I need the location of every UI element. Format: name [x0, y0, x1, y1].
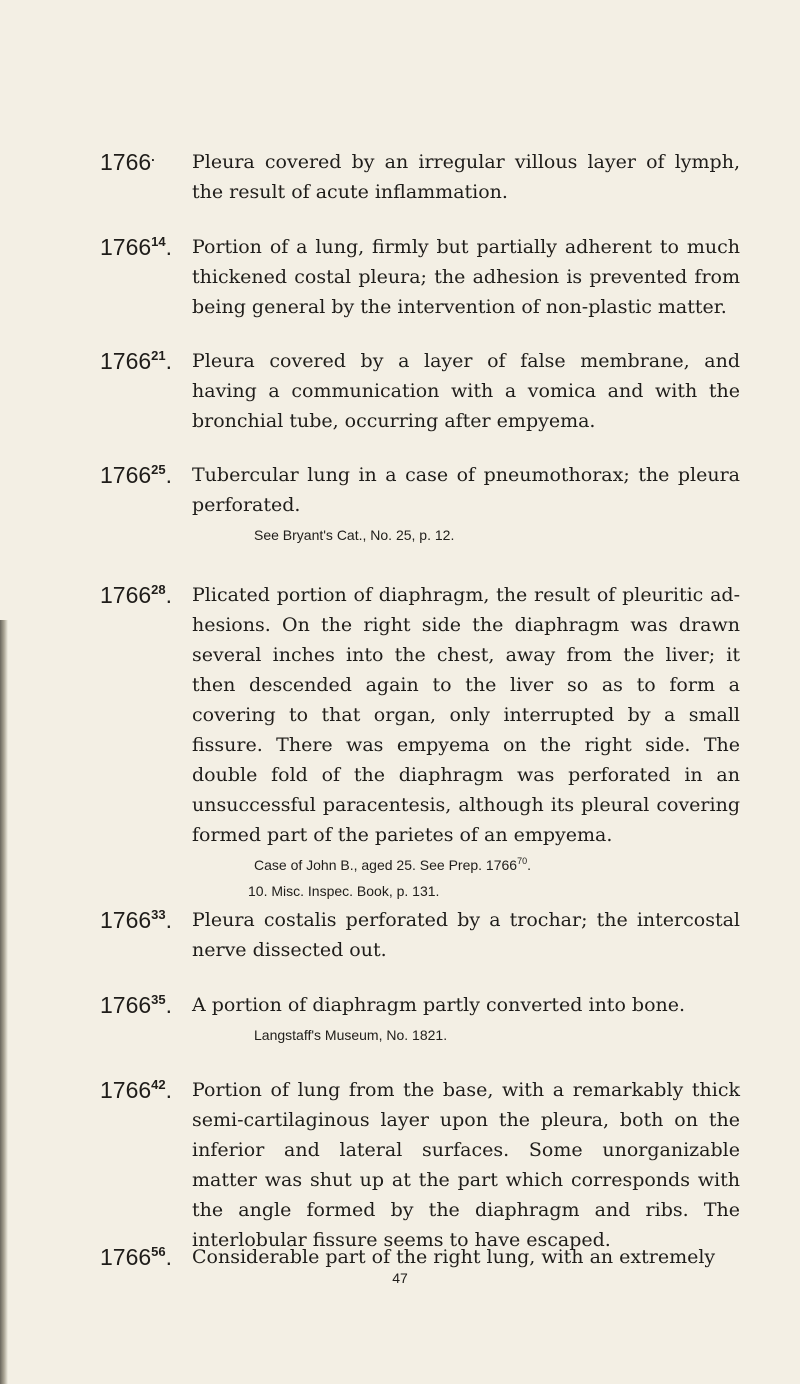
entry-description: Pleura covered by a layer of false membrane, and having a communication with a vomica and with the bronchial tube, occurring after empyema.	[192, 350, 740, 432]
entry-reference: Langstaff's Museum, No. 1821.	[254, 1027, 448, 1043]
entry-description: Plicated portion of diaphragm, the result of pleuritic adhesions. On the right side the diaphragm was drawn several inches into the chest, away from the liver; it then descended again to the liver so as to form a covering to that organ, only interrupted by a small fissure. There was empyema on the right side. The double fold of the diaphragm was perforated in an unsuccessful paracentesis, although its pleural covering formed part of the parietes of an empyema.	[192, 584, 740, 846]
entry-number: 1766$^{25}$.	[100, 462, 173, 488]
entry-number: 1766$^{14}$.	[100, 234, 173, 260]
entry-description: Portion of a lung, firmly but partially adherent to much thickened costal pleura; the adhesion is prevented from being general by the intervention of non-plastic matter.	[192, 236, 740, 318]
catalog-entry	[100, 232, 740, 322]
entry-number: 1766$^{42}$.	[100, 1077, 173, 1103]
entry-description: A portion of diaphragm partly converted into bone.	[192, 994, 686, 1016]
catalog-entry	[100, 147, 740, 207]
entry-number: 1766$^{56}$.	[100, 1244, 173, 1270]
entry-number: 1766$^{28}$.	[100, 582, 173, 608]
catalog-entry	[100, 460, 740, 546]
catalog-entry	[100, 1242, 740, 1272]
catalog-entry	[100, 990, 740, 1046]
entry-reference: 10. Misc. Inspec. Book, p. 131.	[248, 883, 440, 899]
page-number: 47	[392, 1270, 408, 1286]
entry-number: 1766$^{35}$.	[100, 992, 173, 1018]
entry-description: Pleura costalis perforated by a trochar; the intercostal nerve dissected out.	[192, 909, 740, 961]
entry-reference: See Bryant's Cat., No. 25, p. 12.	[254, 527, 455, 543]
catalog-entry	[100, 905, 740, 965]
catalog-entry	[100, 580, 740, 902]
entry-description: Considerable part of the right lung, with an extremely	[192, 1246, 716, 1268]
entry-number: 1766$^{33}$.	[100, 907, 173, 933]
entry-description: Tubercular lung in a case of pneumothorax; the pleura perforated.	[192, 464, 740, 516]
entry-reference: Case of John B., aged 25. See Prep. 1766$^{70}$.	[254, 856, 531, 873]
entry-number: 1766.	[100, 149, 155, 175]
entry-description: Pleura covered by an irregular villous layer of lymph, the result of acute inflammation.	[192, 151, 740, 203]
catalog-entry	[100, 1075, 740, 1255]
catalog-entry	[100, 346, 740, 436]
entry-description: Portion of lung from the base, with a remarkably thick semi-cartilaginous layer upon the pleura, both on the inferior and lateral surfaces. Some unorganizable matter was shut up at the part which corresponds with the angle formed by the diaphragm and ribs. The interlobular fissure seems to have escaped.	[192, 1079, 740, 1251]
entry-number: 1766$^{21}$.	[100, 348, 173, 374]
